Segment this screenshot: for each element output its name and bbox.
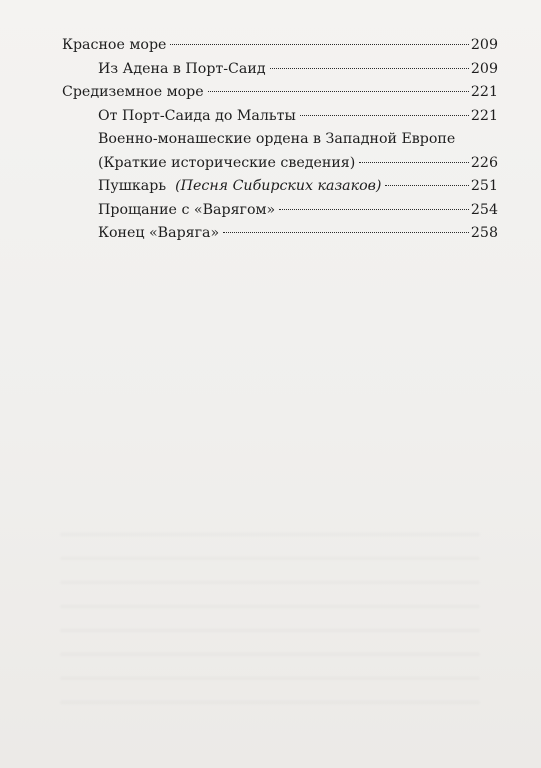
dot-leader: [270, 68, 469, 69]
toc-entry-page: 209: [470, 37, 498, 53]
toc-entry-page: 226: [470, 154, 498, 171]
toc-entry-title: Прощание с «Варягом»: [98, 201, 276, 218]
toc-entry-page: 254: [470, 201, 498, 218]
show-through-text: [60, 520, 480, 720]
toc-entry-page: 221: [470, 107, 498, 124]
toc-entry-title-cont: (Краткие исторические сведения): [98, 154, 356, 171]
toc-entry-title: Средиземное море: [62, 84, 204, 100]
toc-entry-page: 251: [470, 178, 498, 194]
toc-entry-page: 209: [470, 60, 498, 77]
toc-entry-mediterranean[interactable]: [62, 81, 498, 105]
toc-entry-title: Пушкарь (Песня Сибирских казаков): [98, 178, 382, 194]
dot-leader: [208, 91, 469, 92]
toc-entry-subtitle: (Песня Сибирских казаков): [175, 178, 382, 194]
dot-leader: [223, 232, 469, 233]
dot-leader: [279, 209, 469, 210]
toc-entry-farewell-varyag[interactable]: [62, 199, 498, 223]
toc-entry-title: Из Адена в Порт-Саид: [98, 60, 266, 77]
toc-entry-title: От Порт-Саида до Мальты: [98, 107, 296, 124]
toc-entry-title: Военно-монашеские ордена в Западной Европе: [98, 131, 456, 147]
dot-leader: [359, 162, 469, 163]
dot-leader: [385, 185, 468, 186]
toc-entry-page: 221: [470, 84, 498, 100]
toc-entry-military-orders-line1[interactable]: [62, 128, 498, 152]
dot-leader: [170, 44, 468, 45]
toc-entry-pushkar[interactable]: [62, 175, 498, 199]
toc-entry-military-orders-line2[interactable]: [62, 152, 498, 176]
table-of-contents: [62, 34, 498, 246]
dot-leader: [300, 115, 469, 116]
toc-entry-title: Красное море: [62, 37, 167, 53]
toc-entry-page: 258: [470, 225, 498, 241]
toc-entry-port-said-malta[interactable]: [62, 105, 498, 129]
toc-entry-end-varyag[interactable]: [62, 222, 498, 246]
toc-entry-red-sea[interactable]: [62, 34, 498, 58]
toc-entry-aden-port-said[interactable]: [62, 58, 498, 82]
toc-entry-title: Конец «Варяга»: [98, 225, 220, 241]
